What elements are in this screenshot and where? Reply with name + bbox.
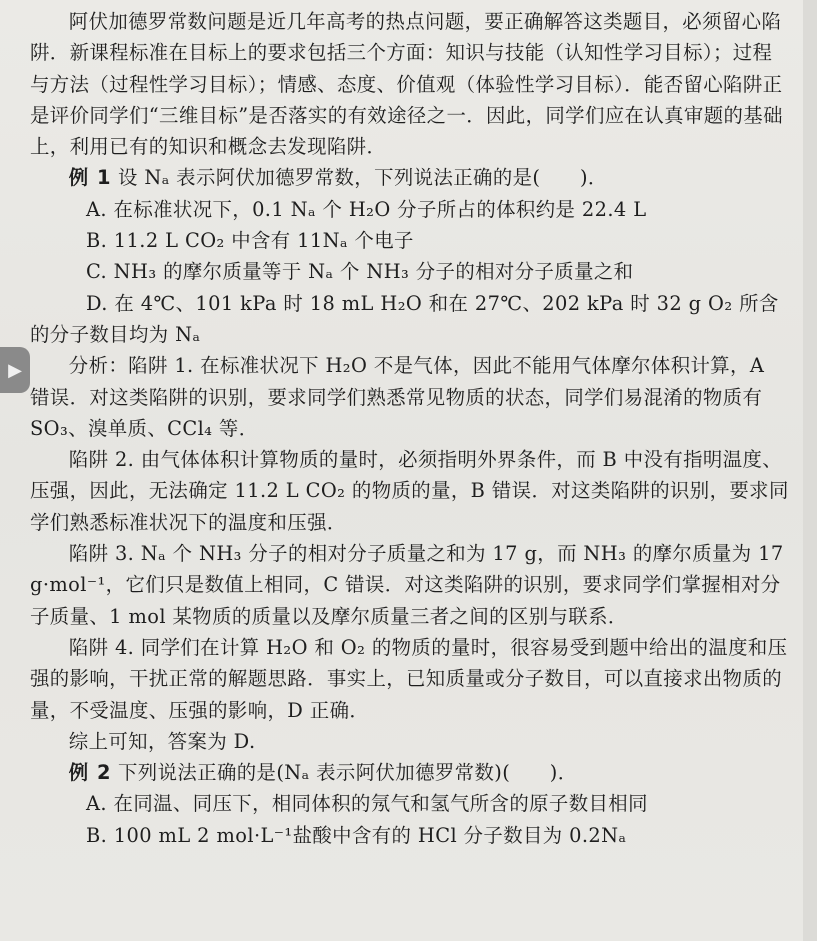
example-2-question bbox=[30, 757, 790, 788]
example-2-label: 例 2 bbox=[68, 761, 112, 785]
intro-paragraph: 阿伏加德罗常数问题是近几年高考的热点问题，要正确解答这类题目，必须留心陷阱．新课程标准在目标上的要求包括三个方面：知识与技能（认知性学习目标）；过程与方法（过程性学习目标）；情感、态度、价值观（体验性学习目标）．能否留心陷阱正是评价同学们“三维目标”是否落实的有效途径之一．因此，同学们应在认真审题的基础上，利用已有的知识和概念去发现陷阱． bbox=[30, 10, 783, 159]
analysis-trap-1: 分析：陷阱 1. 在标准状况下 H₂O 不是气体，因此不能用气体摩尔体积计算，A 错误．对这类陷阱的识别，要求同学们熟悉常见物质的状态，同学们易混淆的物质有 SO₃、溴单质、CCl₄ 等． bbox=[30, 354, 765, 440]
example-2-text: 下列说法正确的是(Nₐ 表示阿伏加德罗常数)( )． bbox=[118, 761, 578, 785]
example-1-question bbox=[30, 162, 790, 193]
option-a: A. 在标准状况下，0.1 Nₐ 个 H₂O 分子所占的体积约是 22.4 L bbox=[86, 197, 647, 221]
body-text bbox=[30, 6, 790, 851]
conclusion: 综上可知，答案为 D. bbox=[68, 729, 256, 753]
analysis-trap-4: 陷阱 4. 同学们在计算 H₂O 和 O₂ 的物质的量时，很容易受到题中给出的温度和压强的影响，干扰正常的解题思路．事实上，已知质量或分子数目，可以直接求出物质的量，不受温度、压强的影响，D 正确． bbox=[30, 635, 788, 722]
option-b: B. 11.2 L CO₂ 中含有 11Nₐ 个电子 bbox=[86, 229, 414, 253]
option-c: C. NH₃ 的摩尔质量等于 Nₐ 个 NH₃ 分子的相对分子质量之和 bbox=[86, 260, 634, 284]
page-tab-arrow-icon[interactable]: ▶ bbox=[0, 347, 30, 393]
analysis-trap-2: 陷阱 2. 由气体体积计算物质的量时，必须指明外界条件，而 B 中没有指明温度、压强，因此，无法确定 11.2 L CO₂ 的物质的量，B 错误．对这类陷阱的识别，要求同学们熟悉标准状况下的温度和压强． bbox=[30, 448, 789, 534]
option-d-continued: 的分子数目均为 Nₐ bbox=[30, 322, 201, 346]
analysis-trap-3: 陷阱 3. Nₐ 个 NH₃ 分子的相对分子质量之和为 17 g，而 NH₃ 的摩尔质量为 17 g·mol⁻¹，它们只是数值上相同，C 错误．对这类陷阱的识别，要求同学们掌握相对分子质量、1 mol 某物质的质量以及摩尔质量三者之间的区别与联系． bbox=[30, 542, 784, 628]
page-edge bbox=[803, 0, 817, 941]
example-1-label: 例 1 bbox=[68, 166, 112, 190]
example-1-text: 设 Nₐ 表示阿伏加德罗常数，下列说法正确的是( )． bbox=[118, 166, 608, 190]
example-2-option-a: A. 在同温、同压下，相同体积的氖气和氢气所含的原子数目相同 bbox=[86, 792, 648, 816]
option-d: D. 在 4℃、101 kPa 时 18 mL H₂O 和在 27℃、202 kPa 时 32 g O₂ 所含 bbox=[86, 291, 779, 315]
example-2-option-b: B. 100 mL 2 mol·L⁻¹盐酸中含有的 HCl 分子数目为 0.2Nₐ bbox=[86, 823, 627, 847]
